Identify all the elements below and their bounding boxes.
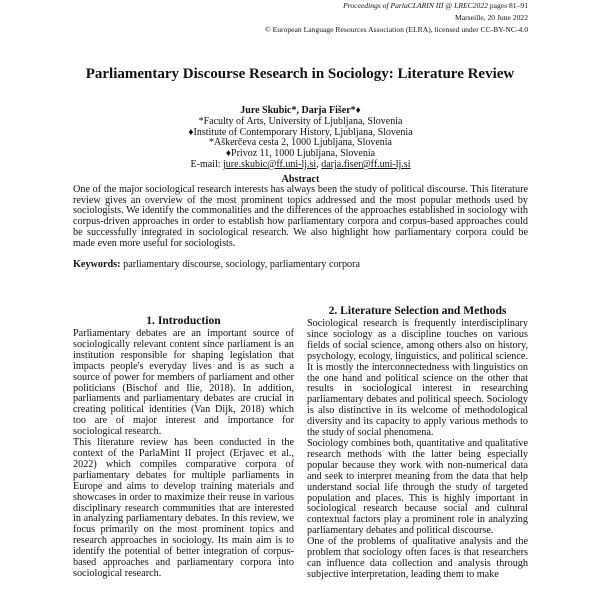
paragraph: This literature review has been conducted in the context of the ParlaMint II project (Erjavec et al., 2022) which compiles comparative corpora of parliamentary debates for multiple parliaments in Europe and aims to develop training materials and showcases in order to maximize their reuse in various disciplinary research communities that are interested in analyzing parliamentary debates. In this review, we focus primarily on the most prominent topics and research approaches in sociology. Its main aim is to identify the potential of better integration of corpus-based approaches and parliamentary corpora into sociological research. bbox=[73, 437, 294, 579]
pages: pages 81–91 bbox=[487, 1, 528, 10]
paragraph: One of the problems of qualitative analysis and the problem that sociology often faces is that researchers can influence data collection and analysis through subjective interpretation, leading them to make bbox=[307, 536, 528, 580]
paragraph: Sociology combines both, quantitative and qualitative research methods with the latter being especially popular because they work with non-numerical data and seek to interpret meaning from the data that help understand social life through the study of targeted population and places. This is highly important in sociological research because social and cultural contextual factors play a prominent role in analyzing parliamentary debates and political discourse. bbox=[307, 437, 528, 537]
affiliation: ♦Institute of Contemporary History, Ljubljana, Slovenia bbox=[188, 126, 413, 138]
email-line bbox=[73, 160, 528, 171]
email-link[interactable]: darja.fiser@ff.uni-lj.si bbox=[321, 158, 411, 170]
paper-title: Parliamentary Discourse Research in Sociology: Literature Review bbox=[85, 66, 515, 82]
paragraph: Sociological research is frequently interdisciplinary since sociology as a discipline touches on various fields of social science, among others also on history, psychology, ecology, linguistics, and political science. It is mostly the interconnectedness with linguistics on the one hand and political science on the other that results in sociological interest in researching parliamentary debates and political speech. Sociology is also distinctive in its welcome of methodological diversity and its capacity to apply various methods to the study of social phenomena. bbox=[307, 318, 528, 439]
paragraph: Parliamentary debates are an important source of sociologically relevant content since parliament is an institution responsible for shaping legislation that impacts people's everyday lives and is as such a source of power for members of parliament and other politicians (Bischof and Ilie, 2018). In addition, parliaments and parliamentary debates are crucial in creating political identities (Van Dijk, 2018) which too are of major interest and importance for sociological research. bbox=[73, 328, 294, 438]
affiliation: *Aškerčeva cesta 2, 1000 Ljubljana, Slovenia bbox=[209, 137, 392, 149]
section-literature-selection bbox=[307, 304, 528, 581]
email-separator: , bbox=[316, 158, 322, 170]
affiliation: ♦Privoz 11, 1000 Ljubljana, Slovenia bbox=[225, 148, 376, 160]
keywords-label: Keywords: bbox=[73, 258, 121, 270]
front-matter bbox=[73, 106, 528, 270]
page-header bbox=[265, 0, 528, 36]
author-names: Jure Skubic*, Darja Fišer*♦ bbox=[240, 105, 361, 116]
author-block bbox=[73, 106, 528, 171]
abstract-heading: Abstract bbox=[281, 173, 320, 185]
location-date: Marseille, 20 June 2022 bbox=[455, 13, 528, 22]
email-label: E-mail: bbox=[190, 158, 224, 170]
abstract bbox=[73, 174, 528, 250]
section-heading: 1. Introduction bbox=[146, 314, 221, 327]
keywords-text: parliamentary discourse, sociology, parliamentary corpora bbox=[120, 258, 361, 270]
keywords bbox=[73, 259, 528, 270]
abstract-text: One of the major sociological research interests has always been the study of political discourse. This literature review gives an overview of the most prominent topics addressed and the most popular methods used by sociologists. We identify the commonalities and the differences of the approaches established in sociology with corpus-driven approaches in order to establish how parliamentary corpora and corpus-based approaches could be successfully integrated in sociological research. We also highlight how parliamentary corpora could be made even more useful for sociologists. bbox=[73, 183, 528, 249]
affiliation: *Faculty of Arts, University of Ljubljana, Slovenia bbox=[198, 115, 403, 127]
copyright: © European Language Resources Association (ELRA), licensed under CC-BY-NC-4.0 bbox=[264, 25, 528, 34]
section-heading: 2. Literature Selection and Methods bbox=[328, 304, 507, 317]
proceedings-line bbox=[265, 0, 528, 12]
proceedings-name: Proceedings of ParlaCLARIN III @ LREC2022 bbox=[343, 1, 488, 10]
email-link[interactable]: jure.skubic@ff.uni-lj.si bbox=[223, 158, 317, 170]
section-introduction bbox=[73, 314, 294, 580]
